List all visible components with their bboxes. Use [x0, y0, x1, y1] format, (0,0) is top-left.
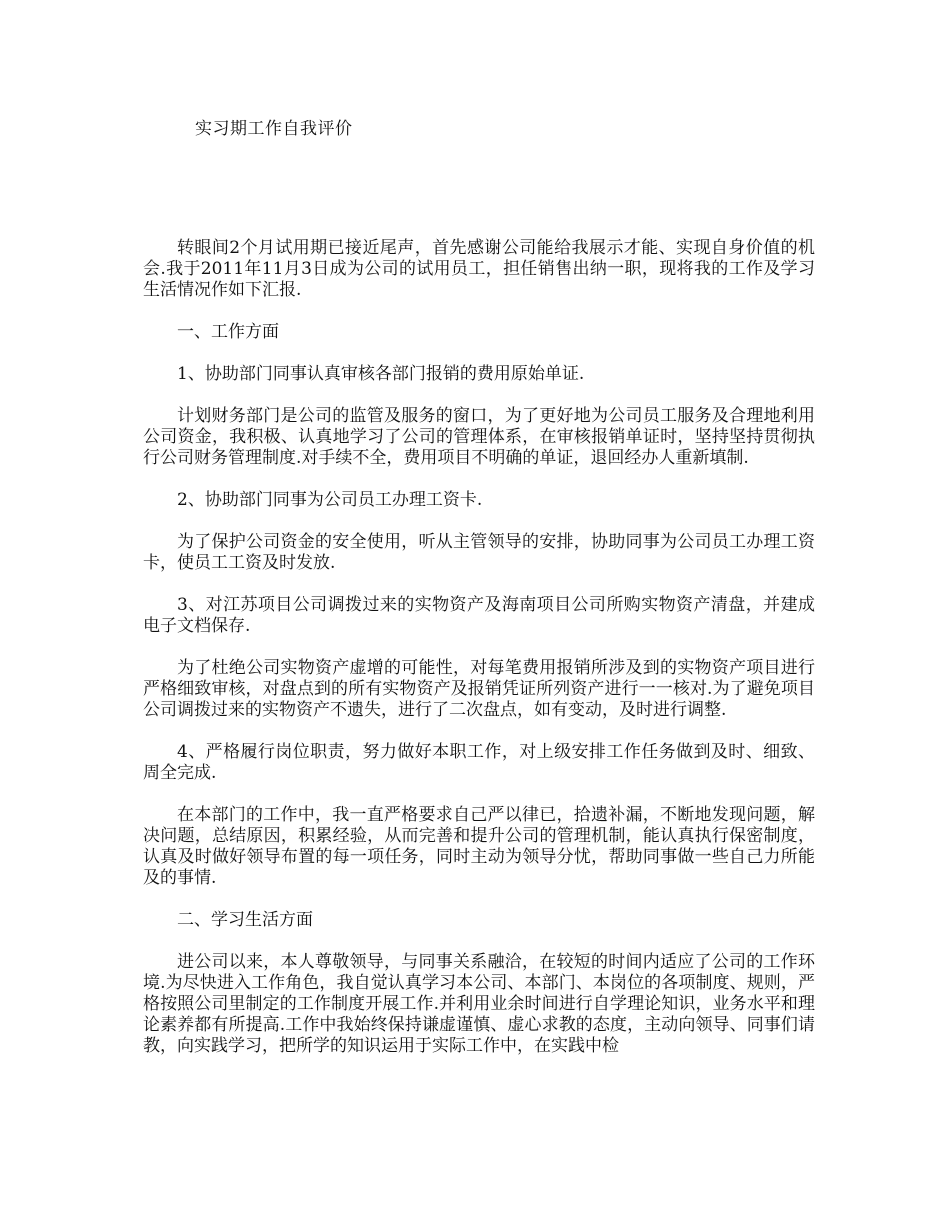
document-body [143, 238, 815, 1078]
item-heading-3: 3、对江苏项目公司调拨过来的实物资产及海南项目公司所购实物资产清盘，并建成电子文档保存. [143, 595, 815, 636]
study-paragraph: 进公司以来，本人尊敬领导，与同事关系融洽，在较短的时间内适应了公司的工作环境.为尽快进入工作角色，我自觉认真学习本公司、本部门、本岗位的各项制度、规则，严格按照公司里制定的工作制度开展工作.并利用业余时间进行自学理论知识，业务水平和理论素养都有所提高.工作中我始终保持谦虚谨慎、虚心求教的态度，主动向领导、同事们请教，向实践学习，把所学的知识运用于实际工作中，在实践中检 [143, 952, 815, 1056]
item-heading-4: 4、严格履行岗位职责，努力做好本职工作，对上级安排工作任务做到及时、细致、周全完成. [143, 742, 815, 783]
document-title: 实习期工作自我评价 [195, 119, 353, 139]
item-paragraph-4: 在本部门的工作中，我一直严格要求自己严以律已，拾遗补漏，不断地发现问题，解决问题，总结原因，积累经验，从而完善和提升公司的管理机制，能认真执行保密制度，认真及时做好领导布置的每一项任务，同时主动为领导分忧，帮助同事做一些自己力所能及的事情. [143, 805, 815, 888]
section-heading-work: 一、工作方面 [177, 322, 279, 342]
item-heading-2: 2、协助部门同事为公司员工办理工资卡. [177, 490, 483, 510]
intro-paragraph: 转眼间2个月试用期已接近尾声，首先感谢公司能给我展示才能、实现自身价值的机会.我于2011年11月3日成为公司的试用员工，担任销售出纳一职，现将我的工作及学习生活情况作如下汇报. [143, 238, 815, 300]
item-paragraph-3: 为了杜绝公司实物资产虚增的可能性，对每笔费用报销所涉及到的实物资产项目进行严格细致审核，对盘点到的所有实物资产及报销凭证所列资产进行一一核对.为了避免项目公司调拨过来的实物资产不遗失，进行了二次盘点，如有变动，及时进行调整. [143, 658, 815, 720]
item-paragraph-2: 为了保护公司资金的安全使用，听从主管领导的安排，协助同事为公司员工办理工资卡，使员工工资及时发放. [143, 532, 815, 573]
section-heading-study: 二、学习生活方面 [177, 910, 313, 930]
item-heading-1: 1、协助部门同事认真审核各部门报销的费用原始单证. [177, 364, 585, 384]
item-paragraph-1: 计划财务部门是公司的监管及服务的窗口，为了更好地为公司员工服务及合理地利用公司资金，我积极、认真地学习了公司的管理体系，在审核报销单证时，坚持坚持贯彻执行公司财务管理制度.对手续不全，费用项目不明确的单证，退回经办人重新填制. [143, 406, 815, 468]
